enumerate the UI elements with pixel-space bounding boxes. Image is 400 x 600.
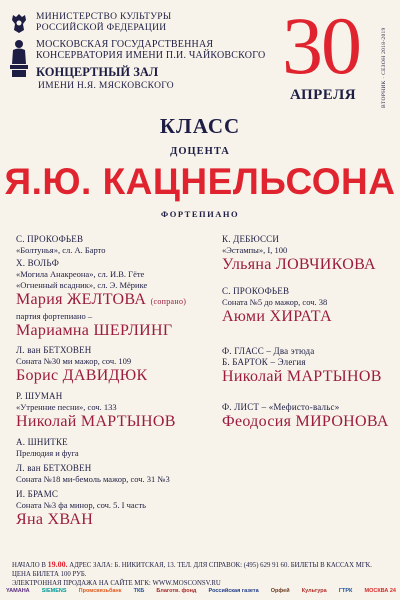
ministry-line-1: МИНИСТЕРСТВО КУЛЬТУРЫ <box>36 12 172 22</box>
partner-logo: Российская газета <box>208 588 259 594</box>
season-label: ВТОРНИК · СЕЗОН 2018-2019 <box>381 27 387 108</box>
composer: А. ШНИТКЕ <box>16 437 68 447</box>
program-item <box>222 286 397 326</box>
partner-logo: YAMAHA <box>6 588 30 594</box>
address-info: АДРЕС ЗАЛА: Б. НИКИТСКАЯ, 13. ТЕЛ. ДЛЯ СПРАВОК: (495) 629 91 60. БИЛЕТЫ В КАССАХ МГК. ЦЕНА БИЛЕТА 100 РУБ. <box>12 562 372 578</box>
russian-eagle-emblem <box>10 12 28 34</box>
performer-role: партия фортепиано – <box>16 311 93 321</box>
performer-name: Мариамна ШЕРЛИНГ <box>16 322 173 339</box>
partner-logo: Промсвязьбанк <box>78 588 122 594</box>
info-line-2: ЭЛЕКТРОННАЯ ПРОДАЖА НА САЙТЕ МГК: WWW.MOSCONSV.RU <box>12 580 221 587</box>
partner-logo: ТКБ <box>133 588 145 594</box>
performer-name: Аюми ХИРАТА <box>222 308 332 325</box>
composer: Ф. ЛИСТ – «Мефисто-вальс» <box>222 402 340 412</box>
program-item <box>16 234 206 256</box>
program-item <box>16 463 206 485</box>
work-title: Соната №18 ми-бемоль мажор, соч. 31 №3 <box>16 474 170 484</box>
composer: С. ПРОКОФЬЕВ <box>222 286 290 296</box>
program-left-column <box>16 234 206 529</box>
program-item <box>222 234 397 274</box>
performer-name: Николай МАРТЫНОВ <box>222 368 382 385</box>
composer: Л. ван БЕТХОВЕН <box>16 463 92 473</box>
work-title: Соната №3 фа минор, соч. 5. I часть <box>16 500 147 510</box>
program-item <box>16 345 206 385</box>
program-item <box>222 402 397 431</box>
class-heading: КЛАСС <box>159 114 241 138</box>
partner-logo: SIEMENS <box>41 588 67 594</box>
work-title: «Болтунья», сл. А. Барто <box>16 245 106 255</box>
concert-day: 30 <box>282 0 360 91</box>
ministry-line-2: РОССИЙСКОЙ ФЕДЕРАЦИИ <box>36 23 167 33</box>
work-title: «Могила Анакреона», сл. И.В. Гёте <box>16 269 145 279</box>
performer-name: Борис ДАВИДЮК <box>16 367 148 384</box>
hall-subtitle: ИМЕНИ Н.Я. МЯСКОВСКОГО <box>38 81 174 91</box>
work-title: «Утренние песни», соч. 133 <box>16 402 117 412</box>
composer: Л. ван БЕТХОВЕН <box>16 345 92 355</box>
program-item <box>16 391 206 431</box>
performer-name-text: Мария ЖЕЛТОВА <box>16 291 147 308</box>
performer-name <box>16 291 206 311</box>
teacher-name: Я.Ю. КАЦНЕЛЬСОНА <box>4 161 396 202</box>
program-right-column <box>222 234 397 431</box>
start-time: 19.00. <box>47 560 68 569</box>
conservatory-line-2: КОНСЕРВАТОРИЯ ИМЕНИ П.И. ЧАЙКОВСКОГО <box>36 50 266 61</box>
work-title: Соната №30 ми мажор, соч. 109 <box>16 356 132 366</box>
partner-logo: Орфей <box>270 588 290 594</box>
composer: С. ПРОКОФЬЕВ <box>16 234 84 244</box>
partner-logos <box>6 586 396 596</box>
info-line-1 <box>12 560 390 579</box>
work-title: Прелюдия и фуга <box>16 448 79 458</box>
conservatory-name <box>36 39 265 61</box>
program-item <box>222 346 397 386</box>
partner-logo: Культура <box>301 588 327 594</box>
hall-name: КОНЦЕРТНЫЙ ЗАЛ <box>36 65 159 79</box>
program-item <box>16 437 206 459</box>
partner-logo: МОСКВА 24 <box>364 588 396 594</box>
program-item <box>16 258 206 340</box>
instrument-label: ФОРТЕПИАНО <box>160 209 240 219</box>
performer-name: Ульяна ЛОВЧИКОВА <box>222 256 376 273</box>
composer: К. ДЕБЮССИ <box>222 234 280 244</box>
performer-name: Феодосия МИРОНОВА <box>222 413 389 430</box>
partner-logo: ГТРК <box>338 588 353 594</box>
docent-label: ДОЦЕНТА <box>170 146 230 157</box>
ministry-name <box>36 12 171 34</box>
concert-info <box>12 560 390 588</box>
composer: Х. ВОЛЬФ <box>16 258 60 268</box>
work-title: «Огненный всадник», сл. Э. Мёрике <box>16 280 148 290</box>
work-title: Соната №5 до мажор, соч. 38 <box>222 297 328 307</box>
tchaikovsky-statue-logo <box>8 38 30 78</box>
partner-logo: Благотв. фонд <box>156 588 197 594</box>
conservatory-line-1: МОСКОВСКАЯ ГОСУДАРСТВЕННАЯ <box>36 39 214 50</box>
composer: Р. ШУМАН <box>16 391 63 401</box>
program-item <box>16 489 206 529</box>
performer-name: Яна ХВАН <box>16 511 94 528</box>
composer: Б. БАРТОК – Элегия <box>222 357 306 367</box>
voice-type: (сопрано) <box>150 297 187 306</box>
start-label: НАЧАЛО В <box>12 562 46 569</box>
composer: И. БРАМС <box>16 489 59 499</box>
performer-name: Николай МАРТЫНОВ <box>16 413 176 430</box>
composer: Ф. ГЛАСС – Два этюда <box>222 346 315 356</box>
concert-month: АПРЕЛЯ <box>290 87 357 103</box>
work-title: «Эстампы», I, 100 <box>222 245 288 255</box>
